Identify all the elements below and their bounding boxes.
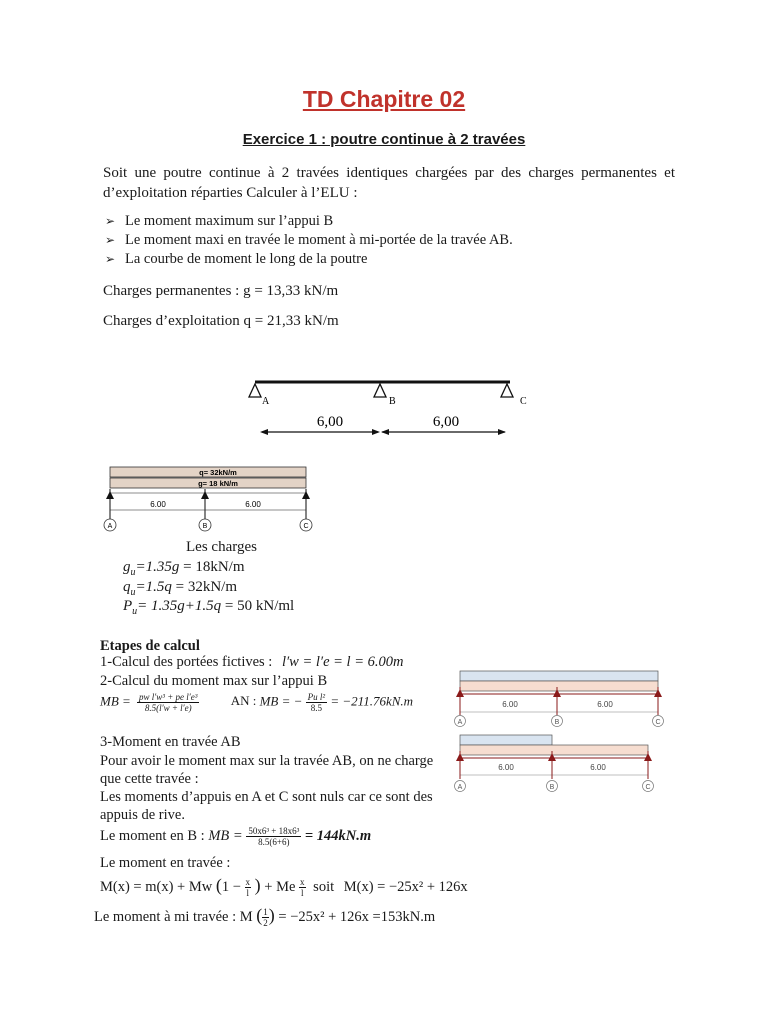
support-a-label: A [262, 396, 270, 407]
support-b-label: B [389, 396, 396, 407]
pu-line: $P_u= 1.35g+1.5q = 50$ kN/ml [123, 598, 295, 617]
arrow-left-icon [260, 429, 268, 435]
arrow-bullet-icon: ➢ [105, 252, 116, 266]
support-a-icon [249, 384, 261, 397]
load-diagram [98, 463, 318, 538]
list-item: ➢ La courbe de moment le long de la poutre [105, 251, 368, 267]
step3-paragraph: Pour avoir le moment max sur la travée AB, on ne charge que cette travée : [100, 753, 434, 787]
step3-heading: 3-Moment en travée AB [100, 734, 241, 750]
problem-statement: Soit une poutre continue à 2 travées identiques chargées par des charges permanentes et d’exploitation réparties Calculer à l’ELU : [103, 165, 675, 201]
moment-travee-label: Le moment en travée : [100, 855, 231, 871]
svg-text:C: C [655, 719, 661, 726]
list-item: ➢ Le moment maxi en travée le moment à mi-portée de la travée AB. [105, 232, 513, 248]
svg-text:B: B [549, 784, 555, 791]
diagram-both-spans-loaded [452, 667, 667, 729]
node-label: B [202, 523, 208, 530]
support-arrow-icon [201, 491, 209, 499]
gu-line: $g_u=1.35g = 18kN/m$ [123, 559, 245, 578]
arrow-left-icon [381, 429, 389, 435]
g-load-label: g= 18 kN/m [198, 479, 238, 488]
support-c-label: C [520, 396, 527, 407]
list-item: ➢ Le moment maximum sur l’appui B [105, 213, 334, 229]
live-loads: Charges d’exploitation q = 21,33 kN/m [103, 313, 339, 329]
mid-span-moment: Le moment à mi travée : M ( $\frac{1}{2}$ ) = −25x² + 126x =153kN.m [94, 905, 436, 929]
mx-equation: M(x) = m(x) + Mw (1 − $\frac{x}{l}$ ) + Me $\frac{x}{l}$ soit M(x) = −25x² + 126x [100, 875, 468, 899]
support-c-icon [501, 384, 513, 397]
page-title: TD Chapitre 02 [302, 86, 466, 112]
question-list [103, 212, 513, 269]
step1-line: 1-Calcul des portées fictives : l′w = l′e = l = 6.00m [100, 654, 404, 670]
svg-text:A: A [457, 719, 463, 726]
permanent-loads: Charges permanentes : g = 13,33 kN/m [103, 283, 339, 299]
svg-text:A: A [457, 784, 463, 791]
qu-line: $q_u=1.5q = 32kN/m$ [123, 579, 238, 598]
span-label: 6.00 [245, 500, 261, 509]
support-b-icon [374, 384, 386, 397]
mb-formula: MB = $\frac{\text{pw l′w³ + pe l′e³}}{8.5(l'w + l'e)}$ AN : MB = − $\frac{\text{Pu l²}}{8.5}$ = −211.76kN.m [100, 692, 414, 713]
steps-heading: Etapes de calcul [100, 638, 200, 654]
svg-text:B: B [554, 719, 560, 726]
diagram-span-ab-loaded [452, 733, 667, 795]
span-label: 6.00 [150, 500, 166, 509]
span-bc-length: 6,00 [432, 414, 460, 430]
svg-text:6.00: 6.00 [502, 700, 518, 709]
svg-text:6.00: 6.00 [590, 763, 606, 772]
step2-heading: 2-Calcul du moment max sur l’appui B [100, 673, 328, 689]
arrow-right-icon [372, 429, 380, 435]
svg-text:6.00: 6.00 [498, 763, 514, 772]
beam-diagram [240, 370, 540, 445]
arrow-right-icon [498, 429, 506, 435]
svg-text:6.00: 6.00 [597, 700, 613, 709]
q-load-label: q= 32kN/m [199, 468, 237, 477]
node-label: A [107, 523, 113, 530]
node-label: C [303, 523, 309, 530]
support-arrow-icon [302, 491, 310, 499]
span-ab-length: 6,00 [316, 414, 344, 430]
arrow-bullet-icon: ➢ [105, 214, 116, 228]
svg-text:C: C [645, 784, 651, 791]
charges-heading: Les charges [186, 539, 257, 555]
exercise-title: Exercice 1 : poutre continue à 2 travées [242, 131, 526, 148]
arrow-bullet-icon: ➢ [105, 233, 116, 247]
step3-paragraph-2: Les moments d’appuis en A et C sont nuls car ce sont des appuis de rive. [100, 789, 433, 823]
mb-value-line: Le moment en B : MB = $\frac{\text{50x6³ + 18x6³}}{8.5(6+6)}$ = 144kN.m [100, 826, 372, 847]
support-arrow-icon [106, 491, 114, 499]
